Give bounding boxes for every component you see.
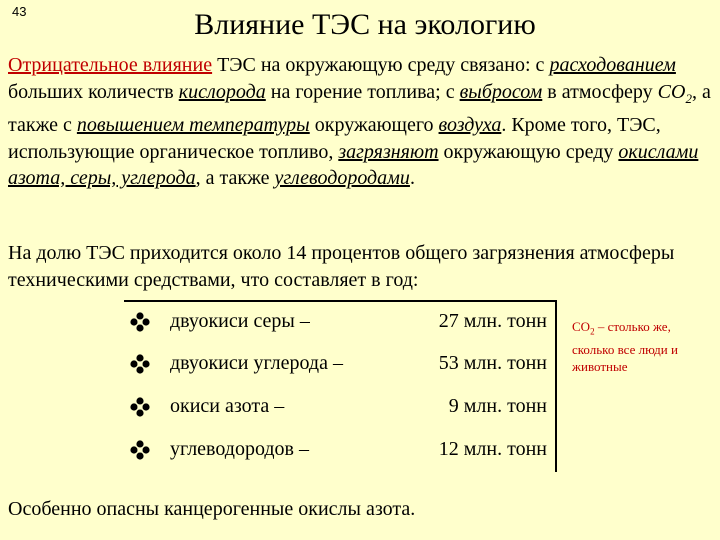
emphasis-term: расходованием: [549, 54, 676, 76]
emission-value: 12 млн. тонн: [438, 438, 547, 460]
list-item: [130, 310, 549, 336]
emission-label: окиси азота –: [170, 395, 285, 417]
emphasis-term: окислами азота, серы, углерода: [8, 140, 699, 189]
side-note: $CO_2$ – столько же, сколько все люди и животные: [572, 319, 678, 374]
lead-term: Отрицательное влияние: [8, 54, 213, 76]
emission-label: двуокиси углерода –: [170, 352, 343, 374]
emphasis-term: кислорода: [178, 80, 266, 103]
emphasis-term: повышением температуры: [76, 114, 310, 136]
slide-number: 43: [12, 4, 27, 19]
intro-paragraph: Отрицательное влияние ТЭС на окружающую среду связано: с расходованием больших количеств кислорода на горение топлива; с выбросом в атмосферу $CO_2$, а также с повышением температуры окружающего воздуха. Кроме того, ТЭС, использующие органическое топливо, загрязняют окружающую среду окислами азота, серы, углерода, а также углеводородами.: [8, 54, 711, 189]
slide-title: Влияние ТЭС на экологию: [194, 8, 536, 41]
emphasis-term: выбросом: [459, 80, 543, 103]
diamond-bullet-icon: [130, 312, 150, 332]
list-item: [130, 438, 549, 464]
list-item: [130, 395, 549, 421]
emission-label: двуокиси серы –: [170, 310, 310, 332]
share-paragraph: На долю ТЭС приходится около 14 процентов общего загрязнения атмосферы техническими средствами, что составляет в год:: [8, 242, 675, 291]
emphasis-term: углеводородами: [274, 167, 410, 189]
emphasis-term: воздуха: [438, 114, 502, 136]
diamond-bullet-icon: [130, 397, 150, 417]
co2-formula: $CO_2$: [657, 80, 692, 106]
emission-value: 27 млн. тонн: [438, 310, 547, 332]
conclusion-paragraph: Особенно опасны канцерогенные окислы азота.: [8, 498, 416, 520]
emissions-table: [124, 300, 557, 472]
list-item: [130, 352, 549, 378]
emission-value: 53 млн. тонн: [438, 352, 547, 374]
diamond-bullet-icon: [130, 440, 150, 460]
emission-value: 9 млн. тонн: [448, 395, 547, 417]
emission-label: углеводородов –: [170, 438, 309, 460]
diamond-bullet-icon: [130, 354, 150, 374]
emphasis-term: загрязняют: [338, 140, 439, 163]
